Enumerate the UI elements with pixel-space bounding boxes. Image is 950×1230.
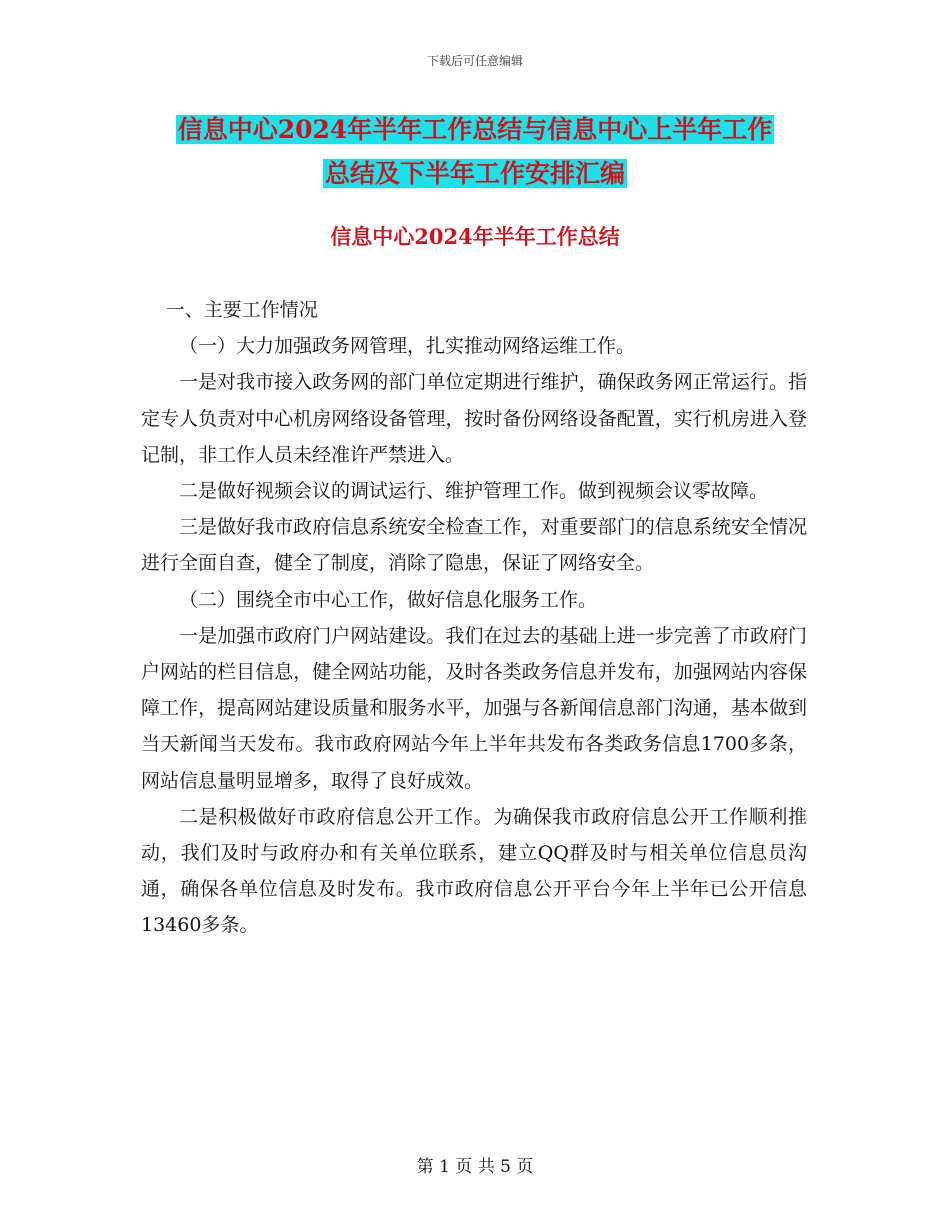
title-highlight: 总结及下半年工作安排汇编 <box>324 159 625 188</box>
body-paragraph: 二是做好视频会议的调试运行、维护管理工作。做到视频会议零故障。 <box>179 480 769 503</box>
section-title: 信息中心2024年半年工作总结 <box>330 224 620 249</box>
document-title-line-1 <box>0 112 950 148</box>
subheading-network: （一）大力加强政务网管理，扎实推动网络运维工作。 <box>179 335 636 358</box>
body-paragraph: 一是对我市接入政务网的部门单位定期进行维护，确保政务网正常运行。指定专人负责对中心机房网络设备管理，按时备份网络设备配置，实行机房进入登记制，非工作人员未经准许严禁进入。 <box>141 371 807 466</box>
heading-main-work: 一、主要工作情况 <box>165 299 318 321</box>
body-paragraph: 一是加强市政府门户网站建设。我们在过去的基础上进一步完善了市政府门户网站的栏目信息，健全网站功能，及时各类政务信息并发布，加强网站内容保障工作，提高网站建设质量和服务水平，加强与各新闻信息部门沟通，基本做到当天新闻当天发布。我市政府网站今年上半年共发布各类政务信息1700多条，网站信息量明显增多，取得了良好成效。 <box>141 624 807 792</box>
document-body <box>141 292 807 944</box>
document-title-line-2 <box>0 156 950 192</box>
page-header-note: 下载后可任意编辑 <box>426 54 523 68</box>
page-number: 第 1 页 共 5 页 <box>416 1157 534 1177</box>
subheading-service: （二）围绕全市中心工作，做好信息化服务工作。 <box>179 588 598 611</box>
body-paragraph: 二是积极做好市政府信息公开工作。为确保我市政府信息公开工作顺利推动，我们及时与政府办和有关单位联系，建立QQ群及时与相关单位信息员沟通，确保各单位信息及时发布。我市政府信息公开平台今年上半年已公开信息13460多条。 <box>141 805 807 937</box>
title-highlight: 信息中心2024年半年工作总结与信息中心上半年工作 <box>177 115 773 144</box>
body-paragraph: 三是做好我市政府信息系统安全检查工作，对重要部门的信息系统安全情况进行全面自查，健全了制度，消除了隐患，保证了网络安全。 <box>141 516 807 575</box>
